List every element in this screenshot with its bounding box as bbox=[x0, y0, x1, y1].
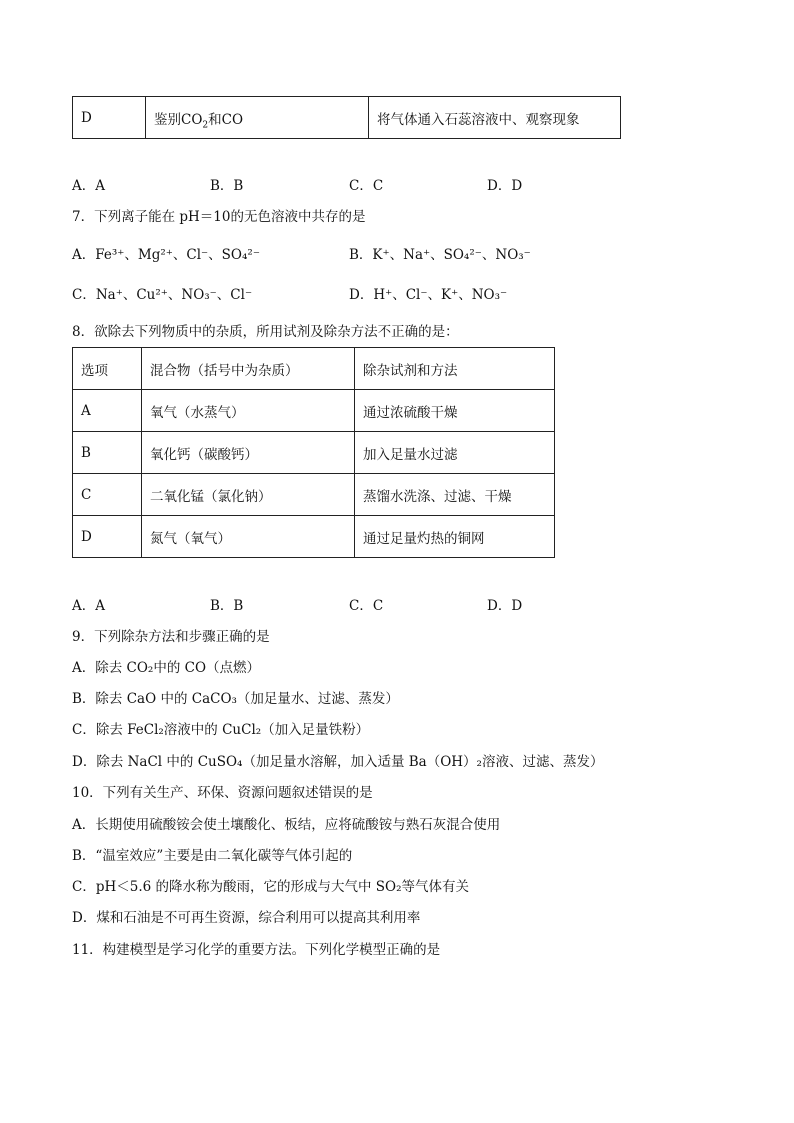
q6-choice-c: C．C bbox=[349, 178, 384, 194]
table-row bbox=[73, 97, 621, 139]
table-cell: 通过足量灼热的铜网 bbox=[355, 516, 555, 558]
purpose-sub: 2 bbox=[202, 120, 209, 131]
q6-choice-d: D．D bbox=[487, 178, 523, 194]
q8-table bbox=[72, 347, 555, 558]
q7-option-a: A．Fe³⁺、Mg²⁺、Cl⁻、SO₄²⁻ bbox=[72, 247, 260, 263]
table-cell: 二氧化锰（氯化钠） bbox=[142, 474, 355, 516]
table-cell: A bbox=[73, 390, 142, 432]
q10-stem: 10．下列有关生产、环保、资源问题叙述错误的是 bbox=[72, 785, 373, 801]
q10-option-a: A．长期使用硫酸铵会使土壤酸化、板结，应将硫酸铵与熟石灰混合使用 bbox=[72, 817, 501, 833]
table-header-cell: 除杂试剂和方法 bbox=[355, 348, 555, 390]
q8-stem: 8．欲除去下列物质中的杂质，所用试剂及除杂方法不正确的是： bbox=[72, 324, 459, 340]
q7-option-d: D．H⁺、Cl⁻、K⁺、NO₃⁻ bbox=[349, 287, 508, 303]
q11-stem: 11．构建模型是学习化学的重要方法。下列化学模型正确的是 bbox=[72, 942, 441, 958]
q8-choice-c: C．C bbox=[349, 598, 384, 614]
table-cell: 蒸馏水洗涤、过滤、干燥 bbox=[355, 474, 555, 516]
table-cell-purpose bbox=[146, 97, 369, 139]
table-cell: 加入足量水过滤 bbox=[355, 432, 555, 474]
q9-option-d: D．除去 NaCl 中的 CuSO₄（加足量水溶解，加入适量 Ba（OH）₂溶液、过滤、蒸发） bbox=[72, 754, 604, 770]
q9-stem: 9．下列除杂方法和步骤正确的是 bbox=[72, 629, 270, 645]
q9-option-c: C．除去 FeCl₂溶液中的 CuCl₂（加入足量铁粉） bbox=[72, 722, 370, 738]
table-header-cell: 混合物（括号中为杂质） bbox=[142, 348, 355, 390]
q10-option-b: B．“温室效应”主要是由二氧化碳等气体引起的 bbox=[72, 848, 353, 864]
table-cell: 氧气（水蒸气） bbox=[142, 390, 355, 432]
table-row bbox=[73, 390, 555, 432]
q10-option-d: D．煤和石油是不可再生资源，综合利用可以提高其利用率 bbox=[72, 910, 421, 926]
table-cell: C bbox=[73, 474, 142, 516]
table-cell: B bbox=[73, 432, 142, 474]
table-header-cell: 选项 bbox=[73, 348, 142, 390]
q8-choice-a: A．A bbox=[72, 598, 105, 614]
table-row bbox=[73, 432, 555, 474]
table-cell: 氮气（氧气） bbox=[142, 516, 355, 558]
q9-option-b: B．除去 CaO 中的 CaCO₃（加足量水、过滤、蒸发） bbox=[72, 691, 399, 707]
table-header-row bbox=[73, 348, 555, 390]
table-row bbox=[73, 474, 555, 516]
table-cell-method: 将气体通入石蕊溶液中、观察现象 bbox=[369, 97, 621, 139]
q7-option-b: B．K⁺、Na⁺、SO₄²⁻、NO₃⁻ bbox=[349, 247, 531, 263]
purpose-pre: 鉴别CO bbox=[154, 111, 203, 128]
table-cell: 氧化钙（碳酸钙） bbox=[142, 432, 355, 474]
table-cell: D bbox=[73, 516, 142, 558]
q6-choice-b: B．B bbox=[210, 178, 244, 194]
q8-choice-d: D．D bbox=[487, 598, 523, 614]
q9-option-a: A．除去 CO₂中的 CO（点燃） bbox=[72, 660, 261, 676]
q8-choice-b: B．B bbox=[210, 598, 244, 614]
q10-option-c: C．pH＜5.6 的降水称为酸雨，它的形成与大气中 SO₂等气体有关 bbox=[72, 879, 470, 895]
q6-choice-a: A．A bbox=[72, 178, 105, 194]
q7-stem: 7．下列离子能在 pH＝10的无色溶液中共存的是 bbox=[72, 209, 366, 225]
table-row bbox=[73, 516, 555, 558]
q7-option-c: C．Na⁺、Cu²⁺、NO₃⁻、Cl⁻ bbox=[72, 287, 253, 303]
table-cell: 通过浓硫酸干燥 bbox=[355, 390, 555, 432]
purpose-post: 和CO bbox=[208, 111, 244, 128]
table-cell-option: D bbox=[73, 97, 146, 139]
prev-question-table bbox=[72, 96, 621, 139]
